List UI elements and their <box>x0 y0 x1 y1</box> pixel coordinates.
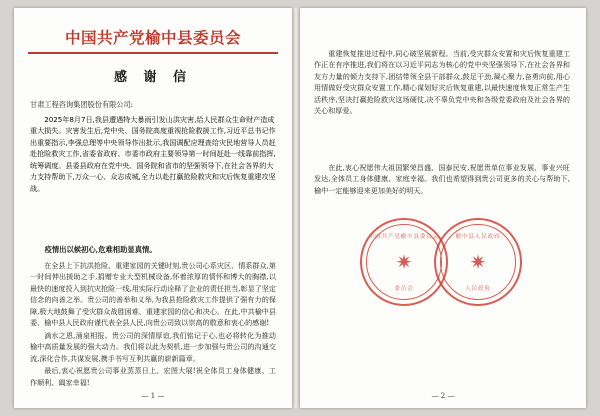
seal-top-text: 中国共产党榆中县委员会 <box>368 234 440 240</box>
government-seal <box>434 218 522 306</box>
seal-bottom-text: 人民政府 <box>465 286 491 292</box>
paragraph: 2025年8月7日,我县遭遇特大暴雨引发山洪灾害,给人民群众生命财产造成重大损失。灾害发生后,党中央、国务院高度重视抢险救援工作,习近平总书记作出重要指示,李强总理等中央领导作出批示,我国调配应理查给灾民地营导人员赶赴抢险救灾工作,省委省政府、市委市政府主要领导第一时间赶赴一线靠前指挥,统筹调度。县委县政府在党中央、国务院和省市的坚强领导下,在社会各界的大力支持帮助下,万众一心、众志成城,全力以赴打赢抢险救灾和灾后恢复重建攻坚战。 <box>30 115 276 193</box>
recipient-line: 甘肃工程咨询集团股份有限公司: <box>30 100 134 109</box>
seal-group <box>360 216 560 308</box>
left-body-text <box>30 114 276 195</box>
paragraph: 滴水之恩,涌泉相报。贵公司的深情厚谊,我们铭记于心,也必将转化为推动榆中高质量发展的强大动力。我们将以此为契机,进一步加强与贵公司的沟通交流,深化合作,共谋发展,携手书写互利共赢的崭新篇章。 <box>30 330 276 363</box>
document-page-left <box>14 8 292 408</box>
seal-bottom-text: 委员会 <box>394 286 414 292</box>
page-title: 感 谢 信 <box>113 70 193 85</box>
paragraph: 在此,衷心祝愿伟大祖国繁荣昌盛、国泰民安,祝愿贵单位事业发展、事业兴旺发达,全体员工身体健康、家庭幸福。我们也希望得到贵公司更多的关心与帮助下,榆中一定能够迎来更加美好的明天。 <box>314 163 570 195</box>
paragraph: 最后,衷心祝愿贵公司事业蒸蒸日上、宏图大展!祝全体员工身体健康、工作顺利、阖家幸福! <box>30 366 276 387</box>
star-icon: ✷ <box>469 250 487 274</box>
left-body-text-2 <box>30 260 276 389</box>
seal-top-text: 榆中县人民政府 <box>455 234 501 240</box>
page-number-left: — 1 — <box>141 392 165 400</box>
letterhead-title: 中国共产党榆中县委员会 <box>64 28 241 47</box>
document-page-right <box>300 8 586 408</box>
paragraph: 重建恢复推进过程中,同心破坚展新程。当前,受灾群众安置和灾后恢复重建工作正在有序推进,我们将在以习近平同志为核心的党中央坚强领导下,在社会各界和友方力量的倾力支持下,团结带领全县干部群众,鼓足干劲,凝心聚力,奋勇向前,用心用情做好受灾群众安置工作,精心谋划好灾后恢复重建,以最快速度恢复正常生产生活秩序,坚决打赢抢险救灾这场硬仗,决不辜负党中央和各级党委政府及社会各界的关心和厚爱。 <box>314 49 570 116</box>
paragraph: 在全县上下抗洪抢险、重建家园的关键时刻,贵公司心系灾区、情系群众,第一时间伸出援助之手,捐赠专业大型机械设备,怀着浓厚的情怀和博大的胸襟,以最快的速度投入到抗灾抢险一线,用实际行动诠释了企业的责任担当,彰显了坚定信念的向善之举。贵公司的善举和义举,为我县抢险救灾工作提供了强有力的保障,极大地鼓舞了受灾群众战胜困难、重建家园的信心和决心。在此,中共榆中县委、榆中县人民政府谨代表全县人民,向贵公司致以崇高的敬意和衷心的感谢! <box>30 261 276 328</box>
closing-text <box>314 162 570 197</box>
star-icon: ✷ <box>395 250 413 274</box>
page-gutter <box>292 8 300 408</box>
right-body-text <box>314 48 570 118</box>
highlight-line: 疫情出以候初心,危难相助显真情。 <box>44 245 157 254</box>
letterhead-rule <box>28 52 278 54</box>
page-number-right: — 2 — <box>431 392 455 400</box>
